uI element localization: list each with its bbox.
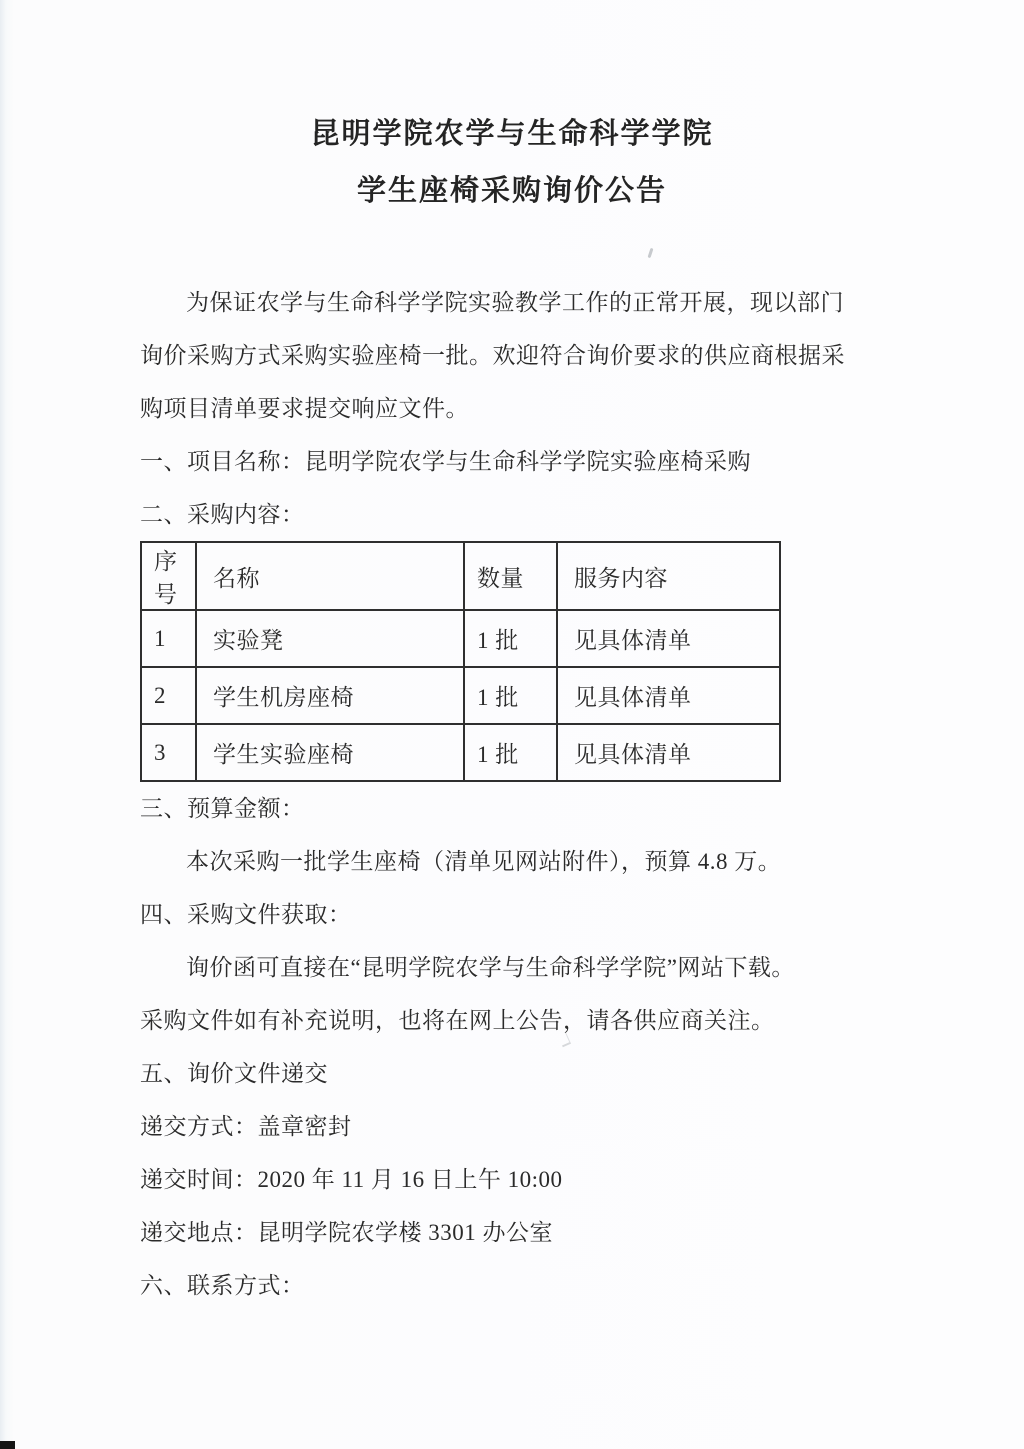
cell-quantity: 1 批 [464,667,557,724]
section-2-procurement-content: 二、采购内容： [140,502,305,527]
cell-name: 实验凳 [196,610,464,667]
cell-name: 学生机房座椅 [196,667,464,724]
scan-artifact-corner [0,1441,15,1449]
intro-line-3: 购项目清单要求提交响应文件。 [140,396,469,421]
procurement-items-table [140,541,781,782]
table-row [141,667,780,724]
budget-detail: 本次采购一批学生座椅（清单见网站附件），预算 4.8 万。 [186,849,782,874]
header-serial-no: 序号 [141,542,196,610]
cell-quantity: 1 批 [464,724,557,781]
intro-line-2: 询价采购方式采购实验座椅一批。欢迎符合询价要求的供应商根据采 [140,343,845,368]
cell-serial-no: 1 [141,610,196,667]
section-4-document-acquisition: 四、采购文件获取： [140,902,352,927]
title-line-2: 学生座椅采购询价公告 [356,175,667,207]
acquisition-detail-1: 询价函可直接在“昆明学院农学与生命科学学院”网站下载。 [186,955,795,980]
title-line-1: 昆明学院农学与生命科学学院 [310,118,714,150]
submission-location: 递交地点：昆明学院农学楼 3301 办公室 [140,1220,553,1245]
submission-method: 递交方式：盖章密封 [140,1114,352,1139]
cell-serial-no: 2 [141,667,196,724]
table-row [141,724,780,781]
table-row [141,610,780,667]
cell-serial-no: 3 [141,724,196,781]
cell-name: 学生实验座椅 [196,724,464,781]
header-service-content: 服务内容 [557,542,780,610]
intro-line-1: 为保证农学与生命科学学院实验教学工作的正常开展，现以部门 [186,290,844,315]
acquisition-detail-2: 采购文件如有补充说明，也将在网上公告，请各供应商关注。 [140,1008,775,1033]
header-name: 名称 [196,542,464,610]
table-header-row [141,542,780,610]
section-6-contact: 六、联系方式： [140,1273,305,1298]
cell-service-content: 见具体清单 [557,610,780,667]
header-quantity: 数量 [464,542,557,610]
document-body [140,276,884,1312]
section-1-project-name: 一、项目名称：昆明学院农学与生命科学学院实验座椅采购 [140,449,751,474]
document-title [140,0,884,220]
submission-time: 递交时间：2020 年 11 月 16 日上午 10:00 [140,1167,563,1192]
cell-service-content: 见具体清单 [557,667,780,724]
section-3-budget: 三、预算金额： [140,796,305,821]
cell-quantity: 1 批 [464,610,557,667]
section-5-document-submission: 五、询价文件递交 [140,1061,328,1086]
cell-service-content: 见具体清单 [557,724,780,781]
